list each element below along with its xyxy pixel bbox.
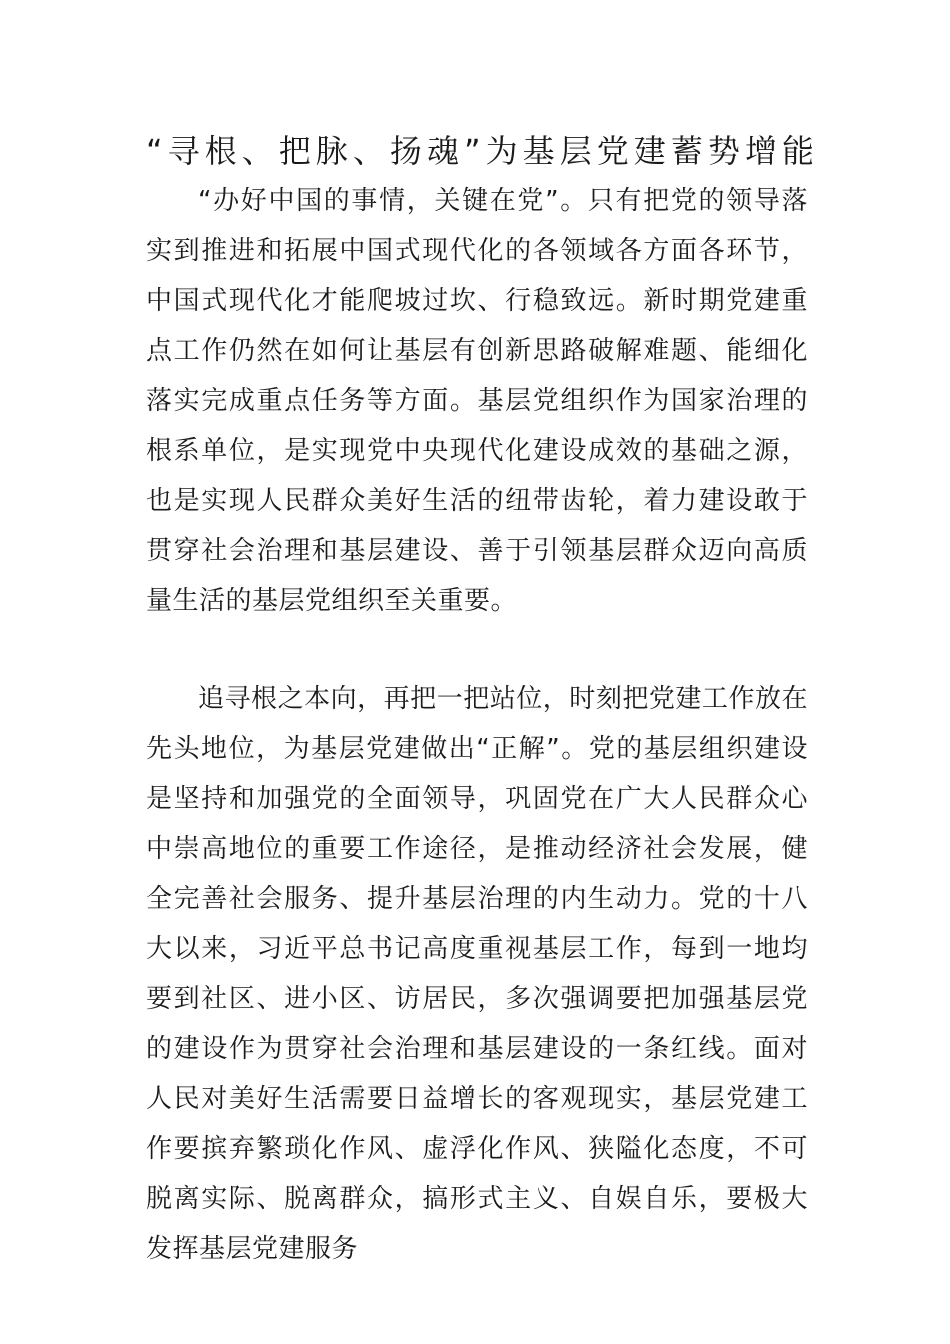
document-title: “寻根、把脉、扬魂”为基层党建蓄势增能 <box>146 132 814 170</box>
paragraph-2: 追寻根之本向，再把一把站位，时刻把党建工作放在先头地位，为基层党建做出“正解”。党的基层组织建设是坚持和加强党的全面领导，巩固党在广大人民群众心中崇高地位的重要工作途径，是推动经济社会发展，健全完善社会服务、提升基层治理的内生动力。党的十八大以来，习近平总书记高度重视基层工作，每到一地均要到社区、进小区、访居民，多次强调要把加强基层党的建设作为贯穿社会治理和基层建设的一条红线。面对人民对美好生活需要日益增长的客观现实，基层党建工作要摈弃繁琐化作风、虚浮化作风、狭隘化态度，不可脱离实际、脱离群众，搞形式主义、自娱自乐，要极大发挥基层党建服务 <box>146 684 808 1264</box>
paragraph-1: “办好中国的事情，关键在党”。只有把党的领导落实到推进和拓展中国式现代化的各领域各方面各环节，中国式现代化才能爬坡过坎、行稳致远。新时期党建重点工作仍然在如何让基层有创新思路破解难题、能细化落实完成重点任务等方面。基层党组织作为国家治理的根系单位，是实现党中央现代化建设成效的基础之源，也是实现人民群众美好生活的纽带齿轮，着力建设敢于贯穿社会治理和基层建设、善于引领基层群众迈向高质量生活的基层党组织至关重要。 <box>146 186 808 616</box>
